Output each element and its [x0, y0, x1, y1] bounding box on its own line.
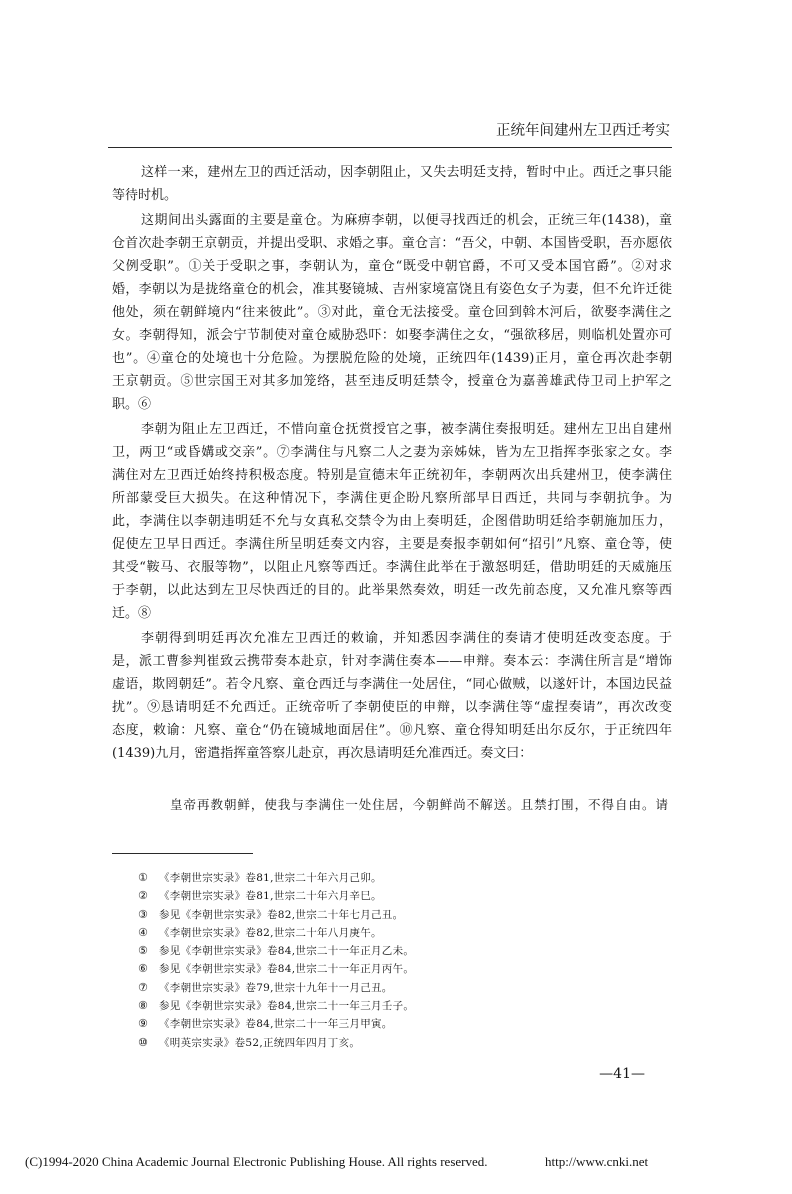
footnotes	[138, 869, 638, 1052]
text-line: 等待时机。	[112, 188, 178, 203]
text-line: 这期间出头露面的主要是童仓。为麻痹李朝，以便寻找西迁的机会，正统三年(1438)，童	[141, 213, 672, 228]
footnote-text: 参见《李朝世宗实录》卷84,世宗二十一年三月壬子。	[159, 1000, 415, 1013]
copyright-footer	[25, 1154, 665, 1170]
block-quote	[170, 796, 668, 814]
text-line: 也”。④童仓的处境也十分危险。为摆脱危险的处境，正统四年(1439)正月，童仓再次赴李朝	[112, 351, 672, 366]
text-line: 是，派工曹参判崔致云携带奏本赴京，针对李满住奏本——申辩。奏本云：李满住所言是“增饰	[112, 654, 672, 669]
text-line: 所部蒙受巨大损失。在这种情况下，李满住更企盼凡察所部早日西迁，共同与李朝抗争。为	[112, 491, 672, 506]
footer-url: http://www.cnki.net	[545, 1154, 649, 1169]
text-line: 扰”。⑨恳请明廷不允西迁。正统帝听了李朝使臣的申辩，以李满住等“虚捏奏请”，再次改变	[112, 700, 672, 715]
text-line: 满住对左卫西迁始终持积极态度。特别是宣德末年正统初年，李朝两次出兵建州卫，使李满住	[112, 468, 672, 483]
paragraph-3	[112, 418, 672, 625]
footnote-rule	[112, 853, 253, 854]
footnote-text: 参见《李朝世宗实录》卷84,世宗二十一年正月丙午。	[159, 963, 415, 976]
text-line: 卫，两卫“或昏媾或交亲”。⑦李满住与凡察二人之妻为亲姊妹，皆为左卫指挥李张家之女。李	[112, 445, 672, 460]
text-line: 仓首次赴李朝王京朝贡，并提出受职、求婚之事。童仓言：“吾父，中朝、本国皆受职，吾亦愿依	[112, 236, 672, 251]
text-line: 女。李朝得知，派会宁节制使对童仓威胁恐吓：如娶李满住之女，“强欲移居，则临机处置亦可	[112, 328, 672, 343]
text-line: 于李朝，以此达到左卫尽快西迁的目的。此举果然奏效，明廷一改先前态度，又允准凡察等西	[112, 583, 672, 598]
footnote-mark: ⑨	[138, 1017, 148, 1031]
page-number: —41—	[599, 1066, 645, 1082]
footnote-text: 《明英宗实录》卷52,正统四年四月丁亥。	[159, 1036, 361, 1049]
text-line: 这样一来，建州左卫的西迁活动，因李朝阻止，又失去明廷支持，暂时中止。西迁之事只能	[141, 165, 672, 180]
paragraph-2	[112, 209, 672, 416]
footnote-10	[138, 1034, 638, 1052]
footnote-2	[138, 887, 638, 905]
footnote-9	[138, 1015, 638, 1033]
footnote-4	[138, 924, 638, 942]
paragraph-4	[112, 627, 672, 765]
body-text	[112, 161, 672, 765]
text-line: (1439)九月，密遣指挥童答察儿赴京，再次恳请明廷允准西迁。奏文曰：	[112, 746, 533, 761]
footnote-8	[138, 997, 638, 1015]
text-line: 此，李满住以李朝违明廷不允与女真私交禁令为由上奏明廷，企图借助明廷给李朝施加压力，	[112, 514, 672, 529]
footnote-5	[138, 942, 638, 960]
footnote-mark: ⑧	[138, 999, 148, 1013]
footnote-mark: ③	[138, 907, 148, 921]
text-line: 王京朝贡。⑤世宗国王对其多加笼络，甚至违反明廷禁令，授童仓为嘉善雄武侍卫司上护军之	[112, 374, 672, 389]
text-line: 父例受职”。①关于受职之事，李朝认为，童仓“既受中朝官爵，不可又受本国官爵”。②对求	[112, 259, 672, 274]
header-rule	[108, 147, 672, 148]
text-line: 李朝得到明廷再次允准左卫西迁的敕谕，并知悉因李满住的奏请才使明廷改变态度。于	[141, 631, 672, 646]
running-title: 正统年间建州左卫西迁考实	[496, 123, 670, 139]
footnote-text: 《李朝世宗实录》卷81,世宗二十年六月己卯。	[159, 872, 382, 884]
footnote-mark: ④	[138, 925, 148, 939]
footnote-1	[138, 869, 638, 887]
footnote-mark: ①	[138, 871, 148, 884]
text-line: 其受“鞍马、衣服等物”，以阻止凡察等西迁。李满住此举在于激怒明廷，借助明廷的天威施压	[112, 560, 672, 575]
text-line: 婚，李朝以为是拢络童仓的机会，准其娶镜城、吉州家境富饶且有姿色女子为妻，但不允许迁徙	[112, 282, 672, 297]
text-line: 职。⑥	[112, 397, 152, 412]
footnote-mark: ⑦	[138, 980, 148, 994]
footnote-text: 参见《李朝世宗实录》卷82,世宗二十年七月己丑。	[159, 908, 404, 921]
footnote-mark: ②	[138, 889, 148, 903]
paragraph-1	[112, 161, 672, 207]
footnote-text: 参见《李朝世宗实录》卷84,世宗二十一年正月乙未。	[159, 945, 415, 958]
footnote-text: 《李朝世宗实录》卷79,世宗十九年十一月己丑。	[159, 981, 393, 994]
text-line: 李朝为阻止左卫西迁，不惜向童仓抚赏授官之事，被李满住奏报明廷。建州左卫出自建州	[141, 422, 672, 437]
text-line: 迁。⑧	[112, 606, 152, 621]
quote-line: 皇帝再教朝鲜，使我与李满住一处住居，今朝鲜尚不解送。且禁打围，不得自由。请	[170, 797, 668, 812]
footnote-mark: ⑥	[138, 962, 148, 976]
text-line: 态度，敕谕：凡察、童仓“仍在镜城地面居住”。⑩凡察、童仓得知明廷出尔反尔，于正统四年	[112, 723, 672, 738]
footnote-text: 《李朝世宗实录》卷81,世宗二十年六月辛巳。	[159, 890, 382, 903]
footnote-mark: ⑩	[138, 1035, 148, 1049]
footnote-mark: ⑤	[138, 944, 148, 958]
footnote-6	[138, 960, 638, 978]
copyright-text: (C)1994-2020 China Academic Journal Electronic Publishing House. All rights reserved.	[25, 1154, 488, 1169]
footnote-3	[138, 906, 638, 924]
text-line: 促使左卫早日西迁。李满住所呈明廷奏文内容，主要是奏报李朝如何“招引”凡察、童仓等，使	[112, 537, 672, 552]
footnote-text: 《李朝世宗实录》卷82,世宗二十年八月庚午。	[159, 926, 382, 939]
footnote-text: 《李朝世宗实录》卷84,世宗二十一年三月甲寅。	[159, 1018, 393, 1031]
text-line: 他处，须在朝鲜境内“往来彼此”。③对此，童仓无法接受。童仓回到斡木河后，欲娶李满住之	[112, 305, 672, 320]
text-line: 虚语，欺罔朝廷”。若令凡察、童仓西迁与李满住一处居住，“同心做贼，以遂奸计，本国边民益	[112, 677, 672, 692]
footnote-7	[138, 979, 638, 997]
